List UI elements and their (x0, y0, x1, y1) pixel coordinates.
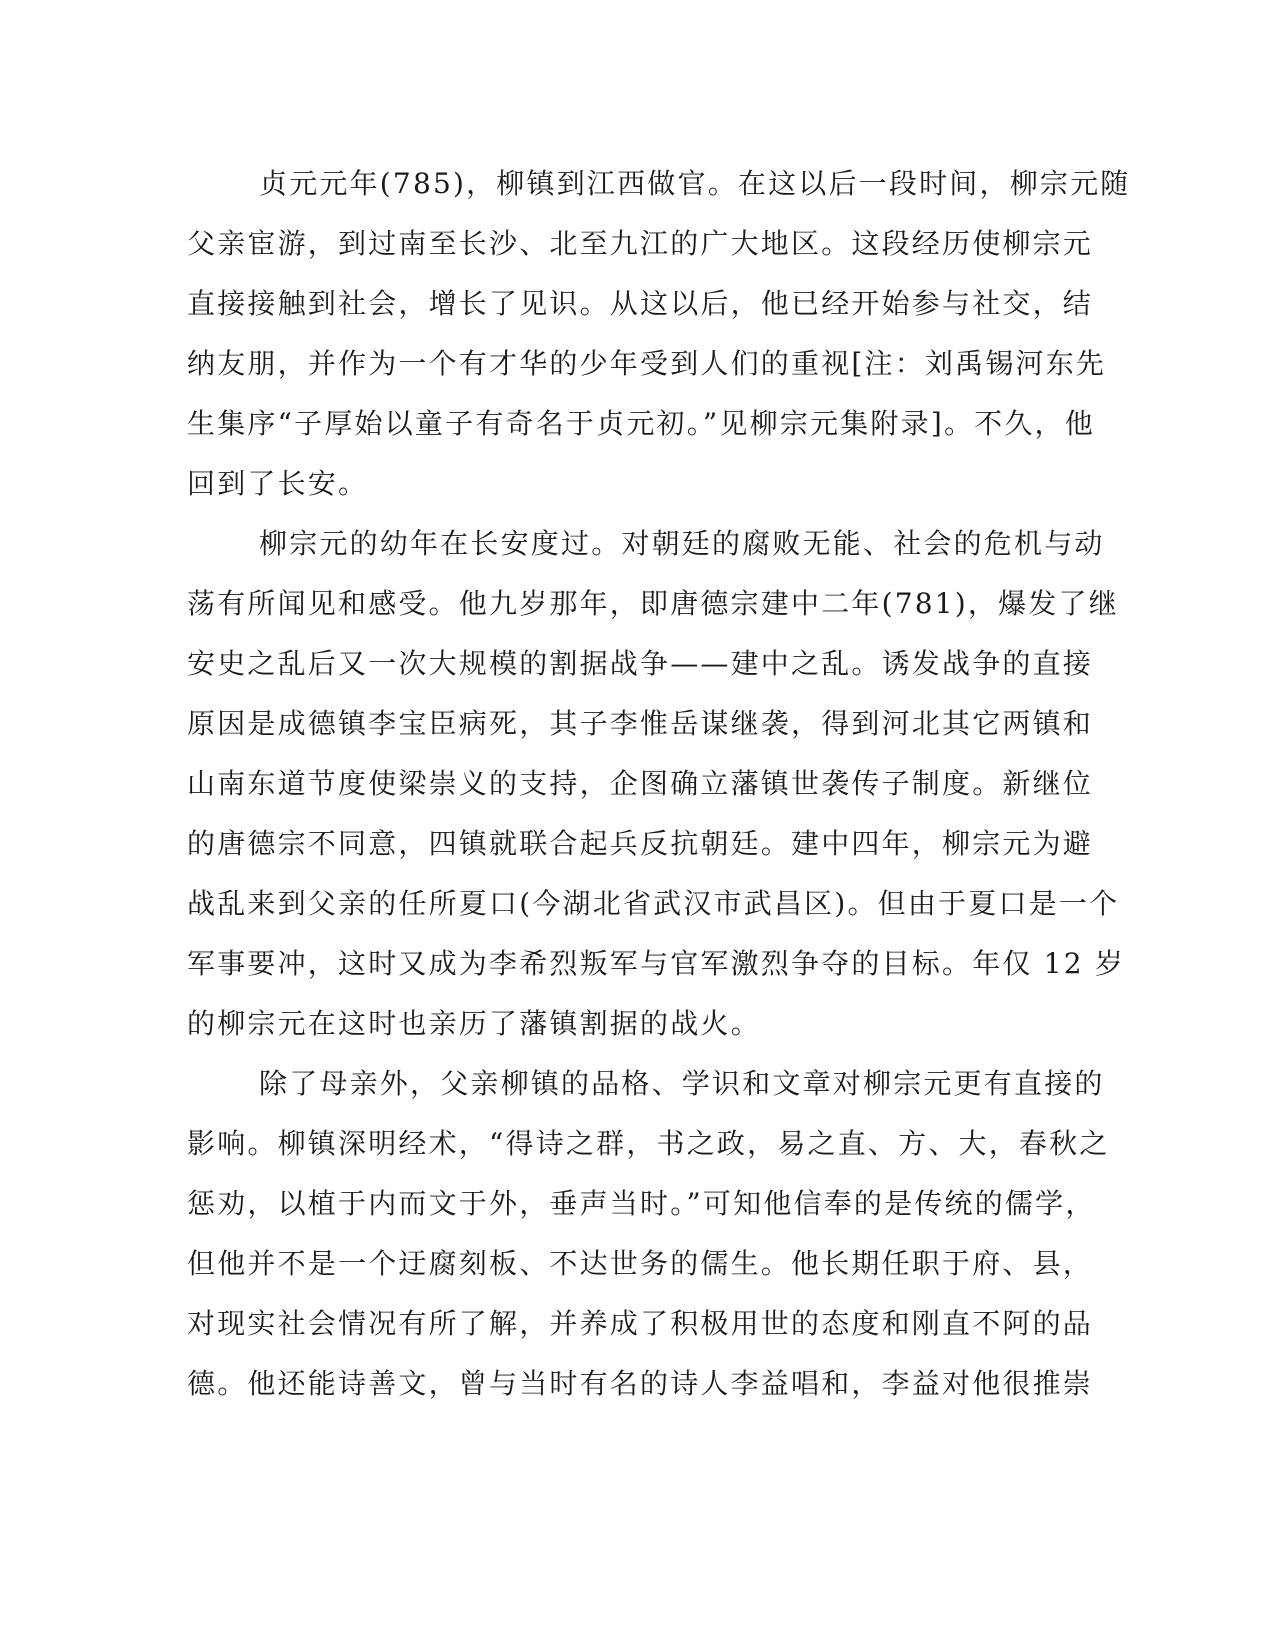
text-line: 影响。柳镇深明经术，“得诗之群，书之政，易之直、方、大，春秋之 (187, 1127, 1110, 1160)
text-line: 的柳宗元在这时也亲历了藩镇割据的战火。 (187, 1007, 761, 1040)
text-line: 除了母亲外，父亲柳镇的品格、学识和文章对柳宗元更有直接的 (259, 1067, 1105, 1100)
paragraph-2 (187, 514, 1126, 1054)
text-line: 生集序“子厚始以童子有奇名于贞元初。”见柳宗元集附录]。不久，他 (187, 407, 1095, 440)
paragraph-1 (187, 154, 1131, 514)
text-line: 荡有所闻见和感受。他九岁那年，即唐德宗建中二年(781)，爆发了继 (187, 587, 1119, 620)
text-line: 安史之乱后又一次大规模的割据战争——建中之乱。诱发战争的直接 (187, 647, 1094, 680)
text-line: 对现实社会情况有所了解，并养成了积极用世的态度和刚直不阿的品 (187, 1307, 1094, 1340)
text-line: 军事要冲，这时又成为李希烈叛军与官军激烈争夺的目标。年仅 12 岁 (187, 947, 1126, 980)
text-line: 但他并不是一个迂腐刻板、不达世务的儒生。他长期任职于府、县， (187, 1247, 1094, 1280)
text-line: 父亲宦游，到过南至长沙、北至九江的广大地区。这段经历使柳宗元 (187, 227, 1094, 260)
text-line: 山南东道节度使梁崇义的支持，企图确立藩镇世袭传子制度。新继位 (187, 767, 1094, 800)
text-line: 回到了长安。 (187, 467, 369, 500)
text-line: 德。他还能诗善文，曾与当时有名的诗人李益唱和，李益对他很推崇 (187, 1367, 1094, 1400)
text-line: 惩劝，以植于内而文于外，垂声当时。”可知他信奉的是传统的儒学， (187, 1187, 1096, 1220)
text-line: 的唐德宗不同意，四镇就联合起兵反抗朝廷。建中四年，柳宗元为避 (187, 827, 1094, 860)
text-line: 原因是成德镇李宝臣病死，其子李惟岳谋继袭，得到河北其它两镇和 (187, 707, 1094, 740)
document-body (187, 154, 1131, 1414)
text-line: 贞元元年(785)，柳镇到江西做官。在这以后一段时间，柳宗元随 (259, 167, 1131, 200)
text-line: 战乱来到父亲的任所夏口(今湖北省武汉市武昌区)。但由于夏口是一个 (187, 887, 1120, 920)
text-line: 柳宗元的幼年在长安度过。对朝廷的腐败无能、社会的危机与动 (259, 527, 1105, 560)
paragraph-3 (187, 1054, 1110, 1414)
text-line: 纳友朋，并作为一个有才华的少年受到人们的重视[注：刘禹锡河东先 (187, 347, 1107, 380)
text-line: 直接接触到社会，增长了见识。从这以后，他已经开始参与社交，结 (187, 287, 1094, 320)
